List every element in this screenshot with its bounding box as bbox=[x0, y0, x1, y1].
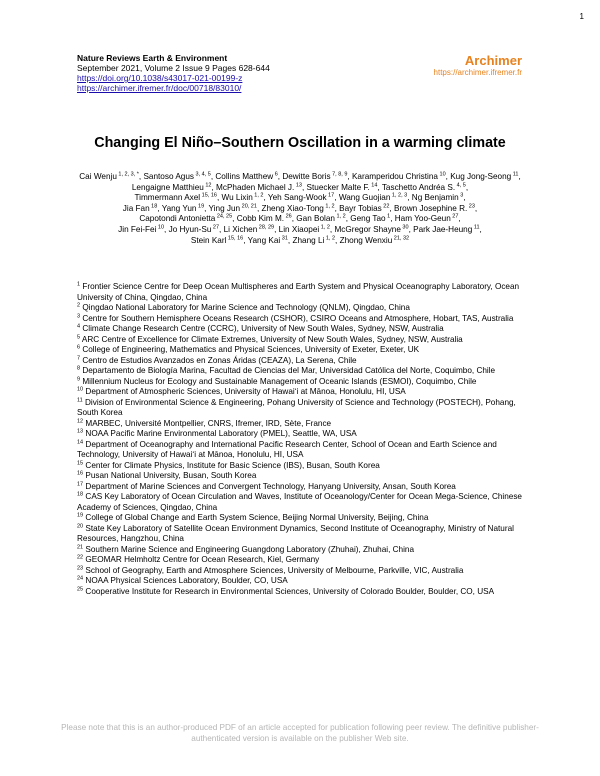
author-affiliation-marker: 6 bbox=[273, 171, 278, 178]
affiliation-item bbox=[77, 513, 525, 524]
author-affiliation-marker: 3, 4, 5 bbox=[194, 171, 211, 178]
author: Gan Bolan $^{1, 2}$, bbox=[296, 213, 351, 224]
affiliation-text: Center for Climate Physics, Institute for Basic Science (IBS), Busan, South Korea bbox=[83, 460, 380, 470]
affiliation-text: School of Geography, Earth and Atmosphere Sciences, University of Melbourne, Parkville, VIC, Australia bbox=[83, 565, 464, 575]
author-affiliation-marker: 19 bbox=[196, 203, 205, 210]
affiliation-number: 2 bbox=[77, 302, 81, 309]
affiliation-number: 6 bbox=[77, 344, 81, 351]
author: Jin Fei-Fei $^{10}$, bbox=[118, 224, 169, 234]
author-affiliation-marker: 20, 21 bbox=[240, 203, 257, 210]
author: Cobb Kim M. $^{26}$, bbox=[236, 213, 297, 224]
affiliation-number: 19 bbox=[77, 512, 84, 519]
affiliation-number: 17 bbox=[77, 480, 84, 487]
affiliation-number: 25 bbox=[77, 585, 84, 592]
author-name: Yeh Sang-Wook bbox=[267, 193, 327, 203]
author-name: Ng Benjamin bbox=[411, 193, 459, 203]
affiliation-item bbox=[77, 482, 525, 493]
author-affiliation-marker: 1, 2, 3 bbox=[390, 192, 408, 199]
author: Capotondi Antonietta $^{24, 25}$, bbox=[139, 213, 237, 224]
affiliation-item bbox=[77, 419, 525, 430]
affiliation-item bbox=[77, 440, 525, 461]
author-name: McGregor Shayne bbox=[334, 224, 401, 234]
affiliation-item bbox=[77, 576, 525, 587]
affiliation-text: Millennium Nucleus for Ecology and Sustainable Management of Oceanic Islands (ESMOI), Coquimbo, Chile bbox=[80, 376, 477, 386]
author-name: Wu Lixin bbox=[221, 193, 253, 203]
author-affiliation-marker: 11 bbox=[511, 171, 519, 178]
affiliation-text: Centre for Southern Hemisphere Oceans Research (CSHOR), CSIRO Oceans and Atmosphere, Hobart, TAS, Australia bbox=[80, 313, 514, 323]
archimer-link[interactable]: https://archimer.ifremer.fr bbox=[433, 68, 522, 77]
affiliation-number: 24 bbox=[77, 575, 84, 582]
author bbox=[340, 236, 409, 245]
affiliation-item bbox=[77, 587, 525, 598]
author: Ng Benjamin $^3$, bbox=[411, 192, 466, 203]
author: Cai Wenju $^{1, 2, 3, *}$, bbox=[79, 171, 144, 181]
author-affiliation-marker: 1, 2 bbox=[323, 203, 335, 210]
author: Li Xichen $^{28, 29}$, bbox=[223, 224, 279, 234]
author-name: Karamperidou Christina bbox=[351, 172, 438, 181]
affiliation-item bbox=[77, 492, 525, 513]
affiliation-text: College of Global Change and Earth System Science, Beijing Normal University, Beijing, China bbox=[83, 513, 429, 522]
author-name: Gan Bolan bbox=[296, 214, 335, 224]
author: Kug Jong-Seong $^{11}$, bbox=[450, 171, 521, 181]
author-affiliation-marker: 31 bbox=[280, 234, 288, 241]
author-name: Lin Xiaopei bbox=[278, 224, 320, 234]
affiliation-number: 3 bbox=[77, 312, 81, 319]
author-name: Geng Tao bbox=[350, 214, 386, 224]
affiliation-number: 13 bbox=[77, 428, 84, 435]
journal-issue: September 2021, Volume 2 Issue 9 Pages 628-644 bbox=[77, 63, 270, 73]
paper-title: Changing El Niño–Southern Oscillation in a warming climate bbox=[94, 135, 506, 151]
author-affiliation-marker: 10 bbox=[437, 171, 446, 178]
author-name: Cai Wenju bbox=[79, 172, 117, 181]
author: Zhang Li $^{1, 2}$, bbox=[292, 234, 340, 245]
author-affiliation-marker: 23 bbox=[467, 203, 475, 210]
author-name: Yang Kai bbox=[247, 235, 281, 245]
author-affiliation-marker: 22 bbox=[381, 203, 390, 210]
author-affiliation-marker: 28, 29 bbox=[257, 224, 275, 231]
affiliation-text: College of Engineering, Mathematics and Physical Sciences, University of Exeter, Exeter, UK bbox=[80, 345, 420, 354]
author: Dewitte Boris $^{7, 8, 9}$, bbox=[282, 171, 352, 181]
author-affiliation-marker: 7, 8, 9 bbox=[330, 171, 348, 178]
author-affiliation-marker: 14 bbox=[369, 181, 378, 188]
author-name: Stuecker Malte F. bbox=[306, 182, 370, 192]
author-affiliation-marker: 4, 5 bbox=[455, 181, 466, 188]
page-number: 1 bbox=[579, 12, 584, 21]
author-name: Park Jae-Heung bbox=[413, 224, 473, 234]
author-affiliation-marker: 11 bbox=[472, 224, 480, 231]
author-affiliation-marker: 12 bbox=[203, 181, 212, 188]
affiliation-number: 8 bbox=[77, 365, 81, 372]
author-name: Ham Yoo-Geun bbox=[394, 214, 451, 224]
author-name: McPhaden Michael J. bbox=[216, 182, 295, 192]
author-affiliation-marker: 27 bbox=[211, 224, 220, 231]
author-list bbox=[68, 172, 532, 246]
affiliation-text: NOAA Physical Sciences Laboratory, Boulder, CO, USA bbox=[83, 576, 288, 585]
affiliation-number: 11 bbox=[77, 396, 83, 403]
journal-name: Nature Reviews Earth & Environment bbox=[77, 53, 228, 63]
affiliation-text: Departamento de Biología Marina, Facultad de Ciencias del Mar, Universidad Católica del Norte, Coquimbo, Chile bbox=[80, 366, 496, 375]
author-name: Capotondi Antonietta bbox=[139, 214, 216, 224]
affiliation-text: Department of Marine Sciences and Convergent Technology, Hanyang University, Ansan, South Korea bbox=[83, 481, 456, 491]
author-name: Kug Jong-Seong bbox=[450, 172, 512, 181]
author: Yang Yun $^{19}$, bbox=[161, 203, 209, 213]
author: McGregor Shayne $^{30}$, bbox=[334, 224, 414, 234]
author: Karamperidou Christina $^{10}$, bbox=[351, 171, 451, 181]
affiliation-number: 22 bbox=[77, 554, 84, 561]
author: Taschetto Andréa S. $^{4, 5}$, bbox=[381, 181, 469, 192]
affiliation-text: NOAA Pacific Marine Environmental Laboratory (PMEL), Seattle, WA, USA bbox=[83, 429, 357, 438]
author: Yeh Sang-Wook $^{17}$, bbox=[267, 192, 339, 203]
affiliation-text: Frontier Science Centre for Deep Ocean Multispheres and Earth System and Physical Oceanography Laboratory, Ocean University of China, Qingdao, China bbox=[77, 282, 520, 302]
affiliation-text: Division of Environmental Science & Engineering, Pohang University of Science and Technology (POSTECH), Pohang, South Korea bbox=[77, 397, 516, 417]
author-name: Stein Karl bbox=[190, 235, 227, 245]
affiliation-text: Climate Change Research Centre (CCRC), University of New South Wales, Sydney, NSW, Australia bbox=[80, 324, 444, 333]
affiliation-text: Centro de Estudios Avanzados en Zonas Áridas (CEAZA), La Serena, Chile bbox=[80, 355, 357, 365]
affiliation-item bbox=[77, 366, 525, 377]
affiliation-item bbox=[77, 324, 525, 335]
affiliation-number: 12 bbox=[77, 417, 84, 424]
author-name: Zhong Wenxiu bbox=[339, 235, 393, 245]
author: McPhaden Michael J. $^{13}$, bbox=[216, 181, 307, 192]
affiliation-list bbox=[77, 282, 525, 597]
author: Collins Matthew $^6$, bbox=[215, 171, 283, 181]
author-name: Timmermann Axel bbox=[134, 193, 201, 203]
affiliation-item bbox=[77, 398, 525, 419]
affiliation-number: 20 bbox=[77, 522, 84, 529]
author-name: Li Xichen bbox=[223, 224, 258, 234]
author-name: Jia Fan bbox=[122, 203, 150, 213]
author-name: Collins Matthew bbox=[215, 172, 274, 181]
author: Stein Karl $^{15, 16}$, bbox=[190, 234, 248, 245]
author: Park Jae-Heung $^{11}$, bbox=[413, 224, 482, 234]
author-name: Wang Guojian bbox=[338, 193, 391, 203]
journal-header bbox=[77, 53, 270, 93]
author-affiliation-marker: 1 bbox=[385, 213, 391, 220]
author-affiliation-marker: 1, 2 bbox=[319, 224, 330, 231]
author: Zheng Xiao-Tong $^{1, 2}$, bbox=[261, 203, 340, 213]
author-affiliation-marker: 26 bbox=[284, 213, 292, 220]
author-affiliation-marker: 1, 2 bbox=[252, 192, 264, 199]
author-affiliation-marker: 1, 2, 3, * bbox=[116, 171, 139, 178]
author: Wu Lixin $^{1, 2}$, bbox=[221, 192, 268, 203]
author-name: Taschetto Andréa S. bbox=[381, 182, 456, 192]
author: Lin Xiaopei $^{1, 2}$, bbox=[278, 224, 335, 234]
affiliation-number: 23 bbox=[77, 564, 84, 571]
author-affiliation-marker: 30 bbox=[400, 224, 409, 231]
affiliation-item bbox=[77, 356, 525, 367]
affiliation-text: GEOMAR Helmholtz Centre for Ocean Research, Kiel, Germany bbox=[83, 555, 320, 564]
author-name: Yang Yun bbox=[161, 203, 197, 213]
affiliation-item bbox=[77, 282, 525, 303]
affiliation-text: Qingdao National Laboratory for Marine Science and Technology (QNLM), Qingdao, China bbox=[80, 303, 410, 312]
affiliation-number: 4 bbox=[77, 323, 81, 330]
affiliation-number: 14 bbox=[77, 438, 84, 445]
affiliation-item bbox=[77, 303, 525, 314]
author: Yang Kai $^{31}$, bbox=[247, 234, 293, 245]
author-affiliation-marker: 1, 2 bbox=[334, 213, 346, 220]
author-affiliation-marker: 27 bbox=[450, 213, 459, 220]
archimer-brand: Archimer bbox=[464, 53, 522, 68]
author-name: Jo Hyun-Su bbox=[168, 224, 212, 234]
author-name: Santoso Agus bbox=[143, 172, 194, 181]
author-affiliation-marker: 17 bbox=[326, 192, 335, 199]
author-affiliation-marker: 18 bbox=[149, 203, 158, 210]
affiliation-text: Cooperative Institute for Research in Environmental Sciences, University of Colorado Boulder, Boulder, CO, USA bbox=[83, 586, 495, 596]
author: Wang Guojian $^{1, 2, 3}$, bbox=[338, 192, 412, 203]
affiliation-number: 5 bbox=[77, 333, 81, 340]
affiliation-text: MARBEC, Université Montpellier, CNRS, Ifremer, IRD, Sète, France bbox=[83, 418, 332, 428]
author: Ying Jun $^{20, 21}$, bbox=[208, 203, 262, 213]
affiliation-text: Southern Marine Science and Engineering Guangdong Laboratory (Zhuhai), Zhuhai, China bbox=[83, 544, 415, 554]
affiliation-number: 9 bbox=[77, 375, 81, 382]
affiliation-item bbox=[77, 555, 525, 566]
author-affiliation-marker: 1, 2 bbox=[324, 234, 336, 241]
author-name: Zhang Li bbox=[292, 235, 325, 245]
doi-link[interactable]: https://doi.org/10.1038/s43017-021-00199-z bbox=[77, 73, 243, 83]
affiliation-item bbox=[77, 345, 525, 356]
author-name: Ying Jun bbox=[208, 203, 241, 213]
footer-note: Please note that this is an author-produced PDF of an article accepted for publication following peer review. The definitive publisher-authenticated version is available on the publisher Web site. bbox=[61, 723, 539, 743]
author-affiliation-marker: 10 bbox=[156, 224, 165, 231]
author: Jia Fan $^{18}$, bbox=[122, 203, 162, 213]
author: Bayr Tobias $^{22}$, bbox=[339, 203, 394, 213]
affiliation-text: State Key Laboratory of Satellite Ocean Environment Dynamics, Second Institute of Oceanography, Ministry of Natural Resources, Hangzhou, China bbox=[77, 523, 514, 543]
archive-link[interactable]: https://archimer.ifremer.fr/doc/00718/83010/ bbox=[77, 83, 242, 93]
affiliation-number: 15 bbox=[77, 459, 84, 466]
author: Santoso Agus $^{3, 4, 5}$, bbox=[143, 171, 216, 181]
affiliation-text: CAS Key Laboratory of Ocean Circulation and Waves, Institute of Oceanology/Center for Ocean Mega-Science, Chinese Academy of Sciences, Qingdao, China bbox=[77, 492, 522, 512]
author-affiliation-marker: 15, 16 bbox=[200, 192, 217, 199]
affiliation-item bbox=[77, 335, 525, 346]
affiliation-text: Department of Oceanography and International Pacific Research Center, School of Ocean and Earth Science and Technology, University of Hawaiʻi at Mānoa, Honolulu, HI, USA bbox=[77, 439, 497, 459]
affiliation-text: Department of Atmospheric Sciences, University of Hawaiʻi at Mānoa, Honolulu, HI, USA bbox=[83, 387, 406, 396]
author: Lengaigne Matthieu $^{12}$, bbox=[131, 181, 217, 192]
author: Brown Josephine R. $^{23}$, bbox=[393, 203, 478, 213]
author: Timmermann Axel $^{15, 16}$, bbox=[134, 192, 222, 203]
author-affiliation-marker: 21, 32 bbox=[392, 234, 410, 241]
author-name: Bayr Tobias bbox=[339, 203, 382, 213]
author-name: Brown Josephine R. bbox=[393, 203, 468, 213]
affiliation-number: 7 bbox=[77, 354, 81, 361]
author-name: Jin Fei-Fei bbox=[118, 224, 157, 234]
affiliation-item bbox=[77, 429, 525, 440]
affiliation-item bbox=[77, 387, 525, 398]
affiliation-number: 1 bbox=[77, 281, 81, 288]
affiliation-text: ARC Centre of Excellence for Climate Extremes, University of New South Wales, Sydney, NSW, Australia bbox=[80, 334, 463, 344]
affiliation-item bbox=[77, 471, 525, 482]
author: Ham Yoo-Geun $^{27}$, bbox=[394, 213, 461, 224]
author-affiliation-marker: 13 bbox=[294, 181, 302, 188]
author-name: Dewitte Boris bbox=[282, 172, 331, 181]
author-affiliation-marker: 3 bbox=[458, 192, 464, 199]
affiliation-number: 18 bbox=[77, 491, 84, 498]
author: Jo Hyun-Su $^{27}$, bbox=[168, 224, 224, 234]
author-affiliation-marker: 15, 16 bbox=[226, 234, 244, 241]
affiliation-item bbox=[77, 545, 525, 556]
affiliation-number: 16 bbox=[77, 470, 84, 477]
affiliation-text: Pusan National University, Busan, South Korea bbox=[83, 471, 257, 480]
affiliation-number: 21 bbox=[77, 543, 84, 550]
affiliation-item bbox=[77, 566, 525, 577]
affiliation-item bbox=[77, 377, 525, 388]
affiliation-item bbox=[77, 524, 525, 545]
author: Geng Tao $^1$, bbox=[350, 213, 395, 224]
author-affiliation-marker: 24, 25 bbox=[215, 213, 233, 220]
affiliation-number: 10 bbox=[77, 386, 84, 393]
affiliation-item bbox=[77, 314, 525, 325]
author: Stuecker Malte F. $^{14}$, bbox=[306, 181, 382, 192]
author-name: Zheng Xiao-Tong bbox=[261, 203, 324, 213]
author-name: Lengaigne Matthieu bbox=[131, 182, 204, 192]
author-name: Cobb Kim M. bbox=[236, 214, 285, 224]
affiliation-item bbox=[77, 461, 525, 472]
archimer-logo bbox=[434, 53, 522, 78]
